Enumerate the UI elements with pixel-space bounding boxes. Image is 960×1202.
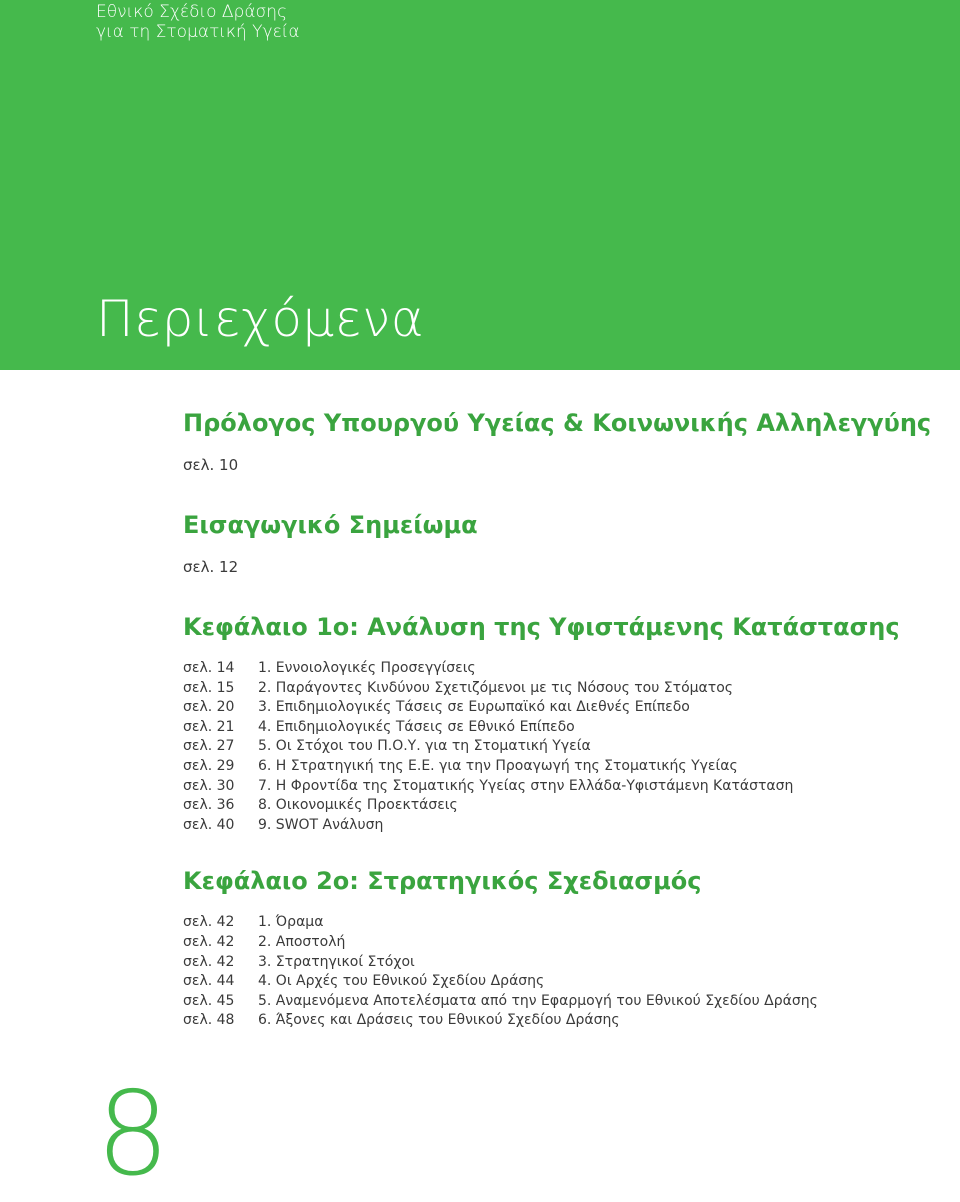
- toc-entry[interactable]: [183, 718, 903, 738]
- toc-entry-page: σελ. 36: [183, 797, 235, 814]
- toc-entry[interactable]: [183, 992, 903, 1012]
- toc-entry[interactable]: [183, 816, 903, 836]
- toc-entry[interactable]: [183, 737, 903, 757]
- section-title[interactable]: Πρόλογος Υπουργού Υγείας & Κοινωνικής Αλληλεγγύης: [183, 409, 932, 437]
- toc-entry-label: 5. Οι Στόχοι του Π.Ο.Υ. για τη Στοματική Υγεία: [258, 738, 591, 755]
- toc-entry-page: σελ. 29: [183, 757, 235, 774]
- toc-entry-page: σελ. 44: [183, 973, 235, 990]
- toc-entry[interactable]: [183, 679, 903, 699]
- section-title[interactable]: Κεφάλαιο 1ο: Ανάλυση της Υφιστάμενης Κατάστασης: [183, 613, 900, 641]
- toc-entry-label: 1. Όραμα: [258, 914, 324, 931]
- toc-entry-label: 3. Στρατηγικοί Στόχοι: [258, 953, 415, 970]
- toc-entry[interactable]: [183, 777, 903, 797]
- toc-entry-page: σελ. 21: [183, 718, 235, 735]
- toc-entry[interactable]: [183, 757, 903, 777]
- toc-entry-page: σελ. 45: [183, 992, 235, 1009]
- document-title: [96, 2, 300, 42]
- toc-section: [183, 611, 903, 835]
- page-title: Περιεχόμενα: [96, 290, 425, 348]
- toc-section: [183, 407, 932, 475]
- toc-entry[interactable]: [183, 796, 903, 816]
- toc-entry-label: 1. Εννοιολογικές Προσεγγίσεις: [258, 660, 476, 676]
- toc-entry-label: 4. Επιδημιολογικές Τάσεις σε Εθνικό Επίπεδο: [258, 718, 575, 735]
- section-title[interactable]: Κεφάλαιο 2ο: Στρατηγικός Σχεδιασμός: [183, 867, 702, 896]
- toc-entry[interactable]: [183, 1011, 903, 1031]
- toc-entry-page: σελ. 42: [183, 953, 235, 970]
- toc-entry[interactable]: [183, 913, 903, 933]
- toc-entry-page: σελ. 14: [183, 660, 235, 676]
- toc-entry-page: σελ. 40: [183, 816, 235, 833]
- toc-entry-label: 2. Παράγοντες Κινδύνου Σχετιζόμενοι με τις Νόσους του Στόματος: [258, 679, 733, 696]
- header-band: [0, 0, 960, 370]
- toc-entry-label: 4. Οι Αρχές του Εθνικού Σχεδίου Δράσης: [258, 973, 545, 990]
- table-of-contents: [183, 407, 932, 1061]
- section-page-ref: σελ. 12: [183, 558, 239, 576]
- toc-entry-label: 8. Οικονομικές Προεκτάσεις: [258, 797, 458, 814]
- toc-section: [183, 509, 903, 577]
- section-item-list: [183, 913, 903, 1031]
- toc-entry-label: 3. Επιδημιολογικές Τάσεις σε Ευρωπαϊκό και Διεθνές Επίπεδο: [258, 699, 690, 716]
- section-title[interactable]: Εισαγωγικό Σημείωμα: [183, 511, 478, 539]
- toc-entry-page: σελ. 42: [183, 914, 235, 931]
- toc-entry-page: σελ. 15: [183, 679, 235, 696]
- toc-entry-page: σελ. 42: [183, 933, 235, 950]
- section-page-ref: σελ. 10: [183, 456, 239, 474]
- toc-entry-label: 5. Αναμενόμενα Αποτελέσματα από την Εφαρμογή του Εθνικού Σχεδίου Δράσης: [258, 992, 818, 1009]
- toc-entry[interactable]: [183, 972, 903, 992]
- toc-entry[interactable]: [183, 953, 903, 973]
- toc-entry-label: 9. SWOT Ανάλυση: [258, 816, 384, 833]
- toc-section: [183, 865, 903, 1031]
- toc-entry[interactable]: [183, 933, 903, 953]
- toc-entry-label: 7. Η Φροντίδα της Στοματικής Υγείας στην Ελλάδα-Υφιστάμενη Κατάσταση: [258, 777, 794, 794]
- toc-entry-page: σελ. 48: [183, 1012, 235, 1029]
- toc-entry-label: 6. Η Στρατηγική της Ε.Ε. για την Προαγωγή της Στοματικής Υγείας: [258, 757, 738, 774]
- document-title-line: Εθνικό Σχέδιο Δράσης: [96, 2, 288, 22]
- page-number: 8: [96, 1067, 170, 1202]
- toc-entry-page: σελ. 20: [183, 699, 235, 716]
- toc-entry-label: 6. Άξονες και Δράσεις του Εθνικού Σχεδίου Δράσης: [258, 1012, 620, 1029]
- toc-entry-page: σελ. 30: [183, 777, 235, 794]
- section-item-list: [183, 659, 903, 835]
- toc-entry-page: σελ. 27: [183, 738, 235, 755]
- toc-entry[interactable]: [183, 659, 903, 679]
- toc-entry[interactable]: [183, 698, 903, 718]
- document-title-line: για τη Στοματική Υγεία: [96, 22, 300, 42]
- toc-entry-label: 2. Αποστολή: [258, 933, 346, 950]
